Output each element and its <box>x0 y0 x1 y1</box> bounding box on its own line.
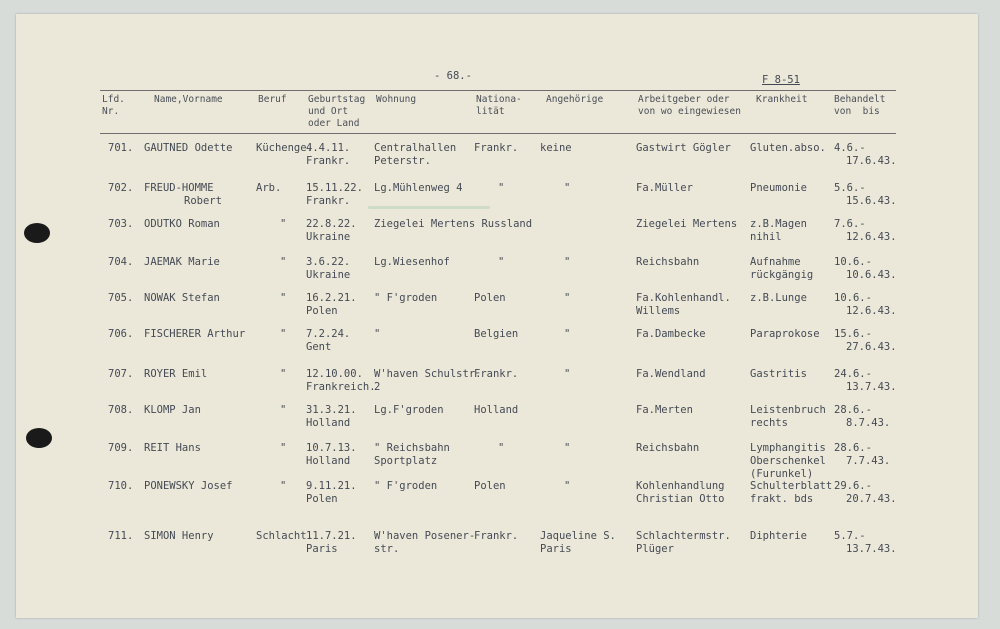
row-711-beruf: Schlacht. <box>256 530 313 542</box>
row-702-nr: 702. <box>108 182 134 194</box>
row-702-name: Robert <box>184 195 222 207</box>
row-711-beh: 13.7.43. <box>846 543 897 555</box>
row-701-beruf: Küchenge. <box>256 142 313 154</box>
row-707-beh: 24.6.- <box>834 368 872 380</box>
row-706-ang: " <box>564 328 571 340</box>
punch-hole-upper <box>24 223 50 243</box>
row-702-beruf: Arb. <box>256 182 282 194</box>
row-710-beh: 29.6.- <box>834 480 872 492</box>
row-704-geb: Ukraine <box>306 269 351 281</box>
row-709-krank: Lymphangitis <box>750 442 826 454</box>
row-701-arb: Gastwirt Gögler <box>636 142 731 154</box>
row-710-geb: Polen <box>306 493 338 505</box>
row-709-arb: Reichsbahn <box>636 442 700 454</box>
row-704-nat: " <box>498 256 505 268</box>
row-707-wohnung: 2 <box>374 381 381 393</box>
row-707-arb: Fa.Wendland <box>636 368 706 380</box>
row-702-geb: 15.11.22. <box>306 182 363 194</box>
row-704-beh: 10.6.- <box>834 256 872 268</box>
row-701-nat: Frankr. <box>474 142 519 154</box>
row-710-krank: Schulterblatt <box>750 480 833 492</box>
header-bottom-rule <box>100 133 896 134</box>
row-706-beh: 15.6.- <box>834 328 872 340</box>
row-707-krank: Gastritis <box>750 368 807 380</box>
row-705-arb: Willems <box>636 305 681 317</box>
row-711-arb: Schlachtermstr. <box>636 530 731 542</box>
row-706-nr: 706. <box>108 328 134 340</box>
row-705-wohnung: " F'groden <box>374 292 438 304</box>
row-709-wohnung: Sportplatz <box>374 455 438 467</box>
col-behandelt-header: Behandelt <box>834 94 886 105</box>
row-709-geb: 10.7.13. <box>306 442 357 454</box>
row-702-beh: 15.6.43. <box>846 195 897 207</box>
row-707-beh: 13.7.43. <box>846 381 897 393</box>
row-708-wohnung: Lg.F'groden <box>374 404 444 416</box>
row-701-krank: Gluten.abso. <box>750 142 826 154</box>
row-708-krank: Leistenbruch <box>750 404 826 416</box>
row-705-geb: Polen <box>306 305 338 317</box>
row-703-beh: 7.6.- <box>834 218 866 230</box>
row-710-krank: frakt. bds <box>750 493 814 505</box>
row-702-wohnung: Lg.Mühlenweg 4 <box>374 182 463 194</box>
row-708-nat: Holland <box>474 404 519 416</box>
row-705-nr: 705. <box>108 292 134 304</box>
row-706-beruf: " <box>280 328 287 340</box>
row-704-beruf: " <box>280 256 287 268</box>
col-geburtstag-header: Geburtstag <box>308 94 366 105</box>
row-706-arb: Fa.Dambecke <box>636 328 706 340</box>
header-top-rule <box>100 90 896 91</box>
row-706-beh: 27.6.43. <box>846 341 897 353</box>
row-711-ang: Jaqueline S. <box>540 530 616 542</box>
document-reference: F 8-51 <box>762 74 800 86</box>
row-704-nr: 704. <box>108 256 134 268</box>
row-704-krank: rückgängig <box>750 269 814 281</box>
row-707-geb: 12.10.00. <box>306 368 363 380</box>
col-nationalitaet-header: Nationa- <box>476 94 522 105</box>
row-709-krank: Oberschenkel <box>750 455 826 467</box>
row-709-nat: " <box>498 442 505 454</box>
row-710-beruf: " <box>280 480 287 492</box>
row-710-name: PONEWSKY Josef <box>144 480 233 492</box>
row-708-beruf: " <box>280 404 287 416</box>
row-705-beh: 12.6.43. <box>846 305 897 317</box>
row-703-arb: Ziegelei Mertens <box>636 218 738 230</box>
row-705-ang: " <box>564 292 571 304</box>
row-704-krank: Aufnahme <box>750 256 801 268</box>
col-lfd-nr-header: Nr. <box>102 106 120 117</box>
row-711-geb: 11.7.21. <box>306 530 357 542</box>
row-701-nr: 701. <box>108 142 134 154</box>
row-708-geb: Holland <box>306 417 351 429</box>
row-704-beh: 10.6.43. <box>846 269 897 281</box>
row-703-krank: nihil <box>750 231 782 243</box>
row-710-nat: Polen <box>474 480 506 492</box>
row-703-wohnung: Ziegelei Mertens Russland <box>374 218 533 230</box>
row-711-nr: 711. <box>108 530 134 542</box>
row-701-ang: keine <box>540 142 572 154</box>
row-710-arb: Kohlenhandlung <box>636 480 725 492</box>
row-708-nr: 708. <box>108 404 134 416</box>
row-705-name: NOWAK Stefan <box>144 292 220 304</box>
row-707-nr: 707. <box>108 368 134 380</box>
row-708-beh: 8.7.43. <box>846 417 891 429</box>
row-707-wohnung: W'haven Schulstr. <box>374 368 482 380</box>
row-702-krank: Pneumonie <box>750 182 807 194</box>
row-709-geb: Holland <box>306 455 351 467</box>
row-701-geb: Frankr. <box>306 155 351 167</box>
row-705-nat: Polen <box>474 292 506 304</box>
row-709-beruf: " <box>280 442 287 454</box>
row-709-beh: 28.6.- <box>834 442 872 454</box>
row-710-wohnung: " F'groden <box>374 480 438 492</box>
row-706-name: FISCHERER Arthur <box>144 328 246 340</box>
row-705-beruf: " <box>280 292 287 304</box>
row-710-ang: " <box>564 480 571 492</box>
row-708-krank: rechts <box>750 417 788 429</box>
row-711-ang: Paris <box>540 543 572 555</box>
row-708-name: KLOMP Jan <box>144 404 201 416</box>
row-709-krank: (Furunkel) <box>750 468 814 480</box>
row-705-krank: z.B.Lunge <box>750 292 807 304</box>
row-711-wohnung: str. <box>374 543 400 555</box>
col-nationalitaet-header: lität <box>476 106 505 117</box>
col-beruf-header: Beruf <box>258 94 287 105</box>
col-name-header: Name,Vorname <box>154 94 223 105</box>
col-wohnung-header: Wohnung <box>376 94 417 105</box>
row-701-beh: 4.6.- <box>834 142 866 154</box>
row-709-wohnung: " Reichsbahn <box>374 442 450 454</box>
row-703-geb: Ukraine <box>306 231 351 243</box>
row-707-nat: Frankr. <box>474 368 519 380</box>
row-706-nat: Belgien <box>474 328 519 340</box>
col-behandelt-header: von bis <box>834 106 880 117</box>
col-lfd-nr-header: Lfd. <box>102 94 125 105</box>
row-707-ang: " <box>564 368 571 380</box>
row-708-beh: 28.6.- <box>834 404 872 416</box>
row-704-wohnung: Lg.Wiesenhof <box>374 256 450 268</box>
row-707-name: ROYER Emil <box>144 368 208 380</box>
row-705-geb: 16.2.21. <box>306 292 357 304</box>
row-704-name: JAEMAK Marie <box>144 256 220 268</box>
col-arbeitgeber-header: von wo eingewiesen <box>638 106 741 117</box>
row-704-arb: Reichsbahn <box>636 256 700 268</box>
col-geburtstag-header: oder Land <box>308 118 360 129</box>
row-711-name: SIMON Henry <box>144 530 214 542</box>
row-703-beh: 12.6.43. <box>846 231 897 243</box>
row-701-wohnung: Peterstr. <box>374 155 431 167</box>
row-701-beh: 17.6.43. <box>846 155 897 167</box>
row-706-geb: 7.2.24. <box>306 328 351 340</box>
row-702-geb: Frankr. <box>306 195 351 207</box>
row-702-name: FREUD-HOMME <box>144 182 214 194</box>
row-704-geb: 3.6.22. <box>306 256 351 268</box>
row-711-nat: Frankr. <box>474 530 519 542</box>
row-709-name: REIT Hans <box>144 442 201 454</box>
col-arbeitgeber-header: Arbeitgeber oder <box>638 94 730 105</box>
col-krankheit-header: Krankheit <box>756 94 808 105</box>
row-708-geb: 31.3.21. <box>306 404 357 416</box>
row-711-geb: Paris <box>306 543 338 555</box>
row-704-ang: " <box>564 256 571 268</box>
row-707-beruf: " <box>280 368 287 380</box>
row-703-nr: 703. <box>108 218 134 230</box>
row-709-beh: 7.7.43. <box>846 455 891 467</box>
row-711-wohnung: W'haven Posener- <box>374 530 476 542</box>
col-geburtstag-header: und Ort <box>308 106 349 117</box>
row-709-ang: " <box>564 442 571 454</box>
row-711-krank: Diphterie <box>750 530 807 542</box>
row-706-krank: Paraprokose <box>750 328 820 340</box>
punch-hole-lower <box>26 428 52 448</box>
row-705-arb: Fa.Kohlenhandl. <box>636 292 731 304</box>
row-701-name: GAUTNED Odette <box>144 142 233 154</box>
row-711-beh: 5.7.- <box>834 530 866 542</box>
row-703-geb: 22.8.22. <box>306 218 357 230</box>
row-711-arb: Plüger <box>636 543 674 555</box>
row-710-arb: Christian Otto <box>636 493 725 505</box>
row-702-arb: Fa.Müller <box>636 182 693 194</box>
row-709-nr: 709. <box>108 442 134 454</box>
row-706-geb: Gent <box>306 341 332 353</box>
row-701-geb: 4.4.11. <box>306 142 351 154</box>
row-710-beh: 20.7.43. <box>846 493 897 505</box>
row-702-nat: " <box>498 182 505 194</box>
row-702-beh: 5.6.- <box>834 182 866 194</box>
row-710-geb: 9.11.21. <box>306 480 357 492</box>
row-708-arb: Fa.Merten <box>636 404 693 416</box>
row-702-ang: " <box>564 182 571 194</box>
page-number: - 68.- <box>434 70 472 82</box>
row-703-beruf: " <box>280 218 287 230</box>
row-705-beh: 10.6.- <box>834 292 872 304</box>
highlighter-mark <box>368 206 490 209</box>
row-707-geb: Frankreich. <box>306 381 376 393</box>
row-701-wohnung: Centralhallen <box>374 142 457 154</box>
row-706-wohnung: " <box>374 328 381 340</box>
row-703-name: ODUTKO Roman <box>144 218 220 230</box>
row-710-nr: 710. <box>108 480 134 492</box>
document-page <box>16 14 978 618</box>
row-703-krank: z.B.Magen <box>750 218 807 230</box>
col-angehoerige-header: Angehörige <box>546 94 604 105</box>
